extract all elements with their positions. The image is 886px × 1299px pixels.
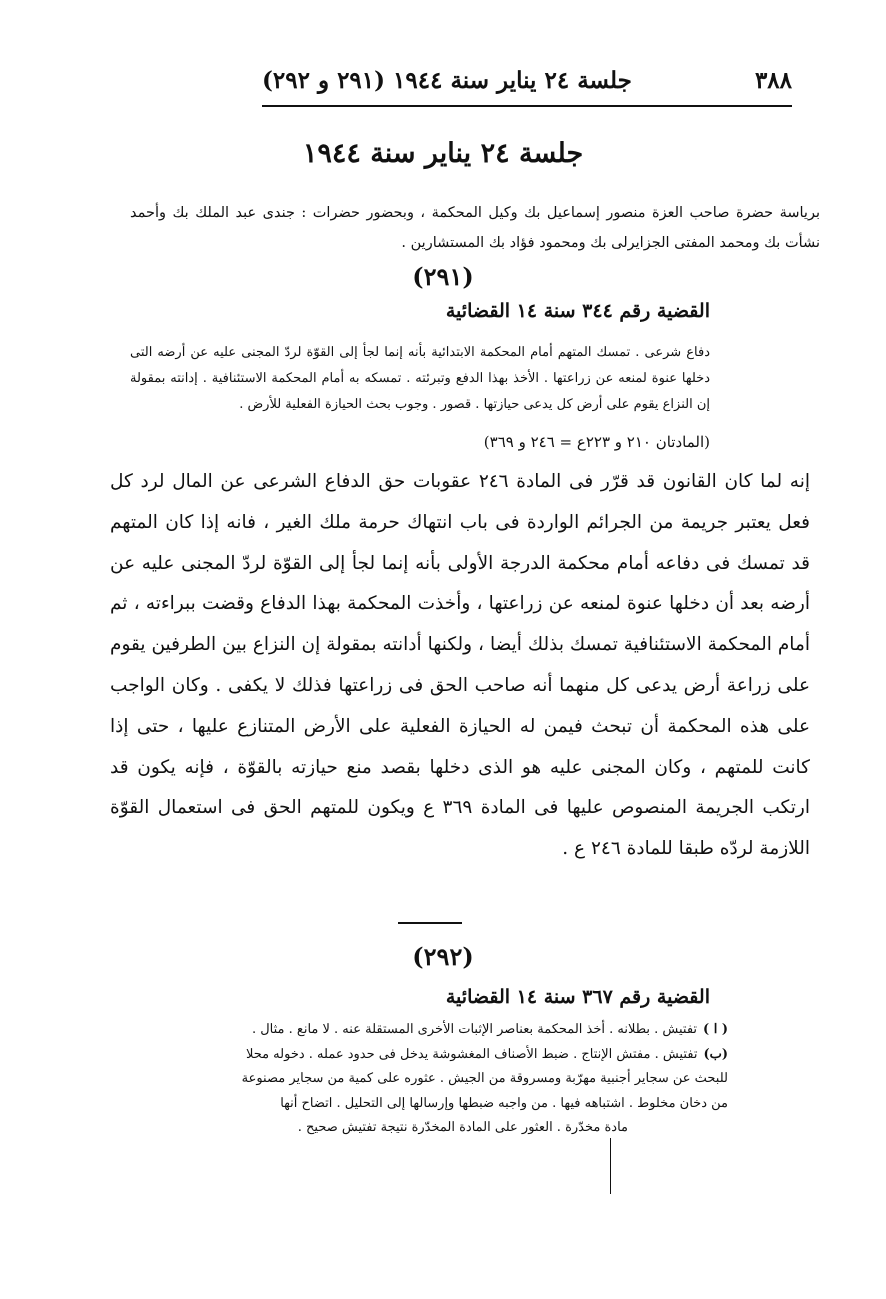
summary-item-b-line [128,1067,728,1092]
running-title: جلسة ٢٤ يناير سنة ١٩٤٤ (٢٩١ و ٢٩٢) [262,66,632,94]
case-291-articles: (المادتان ٢١٠ و ٢٢٣ع = ٢٤٦ و ٣٦٩) [483,433,710,451]
header-rule [262,105,792,107]
presidency-paragraph: برياسة حضرة صاحب العزة منصور إسماعيل بك وكيل المحكمة ، وبحضور حضرات : جندى عبد الملك بك وأحمد نشأت بك ومحمد المفتى الجزايرلى بك ومحمود فؤاد بك المستشارين . [130,205,820,251]
case-292-number: (٢٩٢) [412,942,474,971]
item-b-text-3: من دخان مخلوط . اشتباهه فيها . من واجبه ضبطها وإرسالها إلى التحليل . اتضاح أنها [280,1095,728,1111]
item-a-label: ( ا ) [703,1022,728,1037]
summary-item-b [128,1043,728,1068]
case-292-summary [128,1018,728,1141]
item-b-text-2: للبحث عن سجاير أجنبية مهرّبة ومسروقة من الجيش . عثوره على كمية من سجاير مصنوعة [241,1071,728,1086]
margin-mark [610,1138,611,1194]
session-title: جلسة ٢٤ يناير سنة ١٩٤٤ [302,138,584,169]
item-b-text-4: مادة مخدّرة . العثور على المادة المخدّرة نتيجة تفتيش صحيح . [297,1120,628,1135]
item-b-text-1: تفتيش . مفتش الإنتاج . ضبط الأصناف المغشوشة يدخل فى حدود عمله . دخوله محلا [245,1046,698,1062]
item-b-label: (ب) [703,1046,728,1062]
summary-item-b-line [128,1092,728,1117]
section-separator [398,922,462,924]
case-292-title: القضية رقم ٣٦٧ سنة ١٤ القضائية [445,986,710,1008]
summary-item-b-line [128,1116,628,1141]
summary-item-a [128,1018,728,1043]
case-291-summary: دفاع شرعى . تمسك المتهم أمام المحكمة الابتدائية بأنه إنما لجأ إلى القوّة لردّ المجنى عليه عن أرضه التى دخلها عنوة لمنعه عن زراعتها . الأخذ بهذا الدفع وتبرئته . تمسكه به أمام المحكمة الاستئنافية . إدانته بمقولة إن النزاع يقوم على أرض كل يدعى حيازتها . قصور . وجوب بحث الحيازة الفعلية للأرض . [130,345,710,412]
case-291-number: (٢٩١) [412,262,474,291]
item-a-text: تفتيش . بطلانه . أخذ المحكمة بعناصر الإثبات الأخرى المستقلة عنه . لا مانع . مثال . [251,1022,698,1037]
running-header [262,62,792,98]
case-291-title: القضية رقم ٣٤٤ سنة ١٤ القضائية [445,300,710,322]
case-291-body: إنه لما كان القانون قد قرّر فى المادة ٢٤٦ عقوبات حق الدفاع الشرعى عن المال لرد كل فعل يعتبر جريمة من الجرائم الواردة فى باب انتهاك حرمة ملك الغير ، فانه إذا كان المتهم قد تمسك فى دفاعه أمام محكمة الدرجة الأولى بأنه إنما لجأ إلى القوّة لردّ المجنى عليه عن أرضه بعد أن دخلها عنوة لمنعه عن زراعتها ، وأخذت المحكمة بهذا الدفاع وقضت ببراءته ، ثم أمام المحكمة الاستئنافية تمسك بذلك أيضا ، ولكنها أدانته بمقولة إن النزاع بين الطرفين يقوم على زراعة أرض يدعى كل منهما أنه صاحب الحق فى زراعتها فذلك لا يكفى . وكان الواجب على هذه المحكمة أن تبحث فيمن له الحيازة الفعلية على الأرض المتنازع عليها ، حتى إذا كانت للمتهم ، وكان المجنى عليه هو الذى دخلها بقصد منع حيازته بالقوّة ، فإنه يكون قد ارتكب الجريمة المنصوص عليها فى المادة ٣٦٩ ع ويكون للمتهم الحق فى استعمال القوّة اللازمة لردّه طبقا للمادة ٢٤٦ ع . [110,471,810,860]
page-number: ٣٨٨ [754,66,792,94]
